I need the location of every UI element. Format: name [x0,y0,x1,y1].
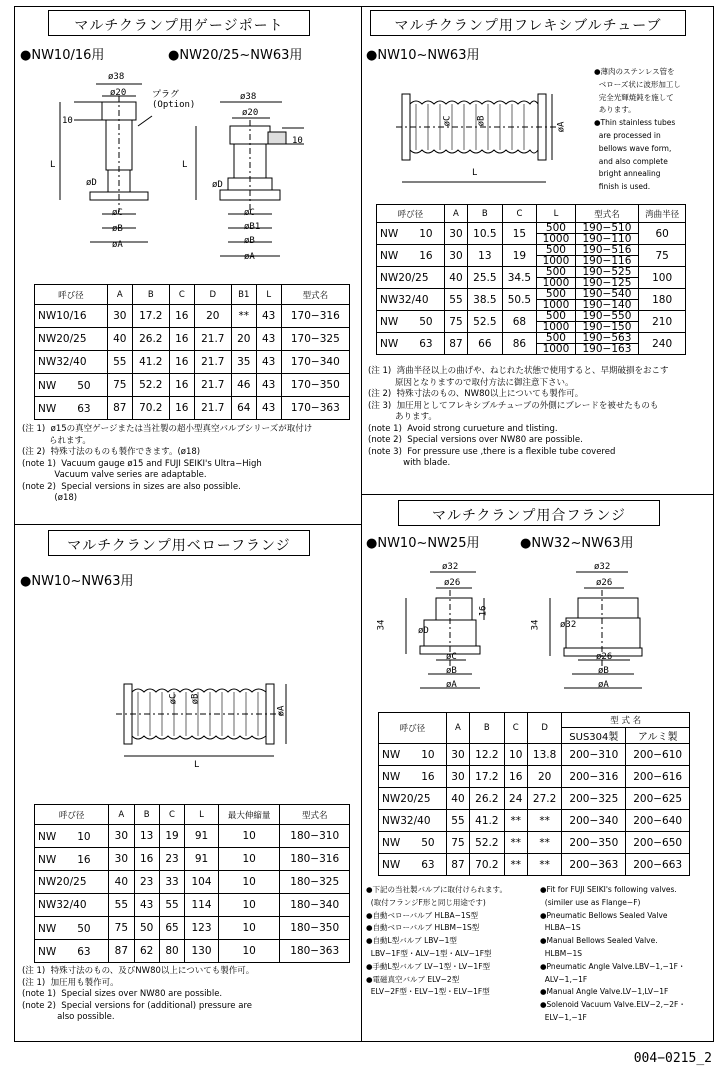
cell: 15 [502,223,537,245]
cell: 43 [256,351,281,374]
dim-C-right: øC [244,208,255,218]
cell: 190−563 [575,333,639,344]
cell: 19 [159,825,184,848]
dim-A-left: øA [112,240,123,250]
table-row [35,397,350,420]
col-l: L [185,805,219,825]
dim-ten-right: 10 [292,136,303,146]
cell: 1000 [537,278,575,289]
cell: 43 [134,894,159,917]
cell: 19 [502,245,537,267]
dim-L-right: L [182,160,188,170]
joint-flange-table [378,712,690,876]
table-row [379,854,690,876]
joint-flange-notes-jp: ●下記の当社製バルブに取付けられます。 (取付フランジF形と同じ用途です) ●自動ベローバルブ HLBA−1S型 ●自動ベローバルブ HLBM−1S型 ●自動L型バルブ LBV−1型 LBV−1F型・ALV−1型・ALV−1F型 ●手動L型バルブ LV−1型・LV−1F型 ●電磁真空バルブ ELV−2型 ELV−2F型・ELV−1型・ELV−1F型 [366,885,507,997]
cell: 104 [185,871,219,894]
cell: 52.2 [132,374,169,397]
flex-tube-sub: ●NW10~NW63用 [366,48,480,63]
col-nominal: 呼び径 [379,713,447,744]
col-d: D [194,285,231,305]
col-nominal: 呼び径 [35,805,109,825]
cell: 87 [446,854,469,876]
dim-D-right: øD [212,180,223,190]
cell: 16 [169,305,194,328]
cell: 62 [134,940,159,963]
cell: 23 [159,848,184,871]
col-model: 型式名 [281,285,349,305]
joint-dim-B-left: øB [446,666,457,676]
cell: 200−325 [562,788,626,810]
cell: 23 [134,871,159,894]
cell: 1000 [537,300,575,311]
cell: 180−310 [280,825,350,848]
gauge-port-title: マルチクランプ用ゲージポート [48,10,310,36]
cell: 27.2 [527,788,562,810]
col-b: B [470,713,505,744]
cell: NW 63 [379,854,447,876]
dim-L-left: L [50,160,56,170]
cell: 240 [639,333,686,355]
cell: 500 [537,223,575,234]
joint-dim-h16: 16 [478,605,489,617]
cell: 200−625 [626,788,690,810]
col-a: A [107,285,132,305]
cell: NW 16 [377,245,445,267]
cell: 70.2 [470,854,505,876]
cell: NW 10 [377,223,445,245]
cell: 38.5 [468,289,503,311]
gauge-port-table [34,284,350,420]
cell: 17.2 [470,766,505,788]
cell: 13 [134,825,159,848]
joint-flange-notes-en: ●Fit for FUJI SEIKI's following valves. (similer use as Flange−F) ●Pneumatic Bellows Sealed Valve HLBA−1S ●Manual Bellows Sealed Valve. HLBM−1S ●Pneumatic Angle Valve.LBV−1,−1F・ ALV−1,−1F ●Manual Angle Valve.LV−1,LV−1F ●Solenoid Vacuum Valve.ELV−2,−2F・ ELV−1,−1F [540,885,686,1022]
cell: 40 [109,871,134,894]
cell: 16 [169,397,194,420]
cell: 190−140 [575,300,639,311]
col-sus304: SUS304製 [562,728,626,744]
document-id: 004−0215_2 [633,1051,712,1066]
col-c: C [504,713,527,744]
cell: 43 [256,374,281,397]
col-nominal: 呼び径 [377,205,445,223]
col-nominal: 呼び径 [35,285,108,305]
bellows-flange-title: マルチクランプ用ベローフランジ [48,530,310,556]
cell: 80 [159,940,184,963]
cell: 10 [218,894,280,917]
cell: 500 [537,267,575,278]
cell: 30 [107,305,132,328]
cell: 190−150 [575,322,639,333]
bellows-dim-A: øA [276,705,287,717]
cell: 500 [537,289,575,300]
joint-dim-h34-left: 34 [376,619,387,631]
cell: NW20/25 [35,328,108,351]
cell: 500 [537,311,575,322]
cell: 16 [504,766,527,788]
cell: ** [527,832,562,854]
flex-tube-table [376,204,686,355]
cell: 87 [444,333,467,355]
cell: ** [231,305,256,328]
cell: 190−125 [575,278,639,289]
cell: 30 [444,245,467,267]
col-model: 型式名 [575,205,639,223]
cell: 170−325 [281,328,349,351]
cell: 46 [231,374,256,397]
col-c: C [502,205,537,223]
cell: 200−310 [562,744,626,766]
cell: 21.7 [194,351,231,374]
cell: 87 [107,397,132,420]
joint-dim-A-right: øA [598,680,609,690]
cell: 10 [218,871,280,894]
cell: 21.7 [194,328,231,351]
cell: NW 50 [379,832,447,854]
cell: 75 [444,311,467,333]
cell: 50 [134,917,159,940]
col-model-group: 型 式 名 [562,713,690,728]
cell: 10.5 [468,223,503,245]
dim-B1-right: øB1 [244,222,261,232]
cell: 180−340 [280,894,350,917]
flex-dim-L: L [472,168,478,178]
cell: 170−363 [281,397,349,420]
cell: 70.2 [132,397,169,420]
col-l: L [537,205,575,223]
table-row [377,267,686,278]
joint-dim-i32: ø32 [560,620,577,630]
cell: ** [527,854,562,876]
cell: 123 [185,917,219,940]
table-row [377,333,686,344]
col-b: B [134,805,159,825]
table-row [377,245,686,256]
cell: ** [527,810,562,832]
cell: 200−650 [626,832,690,854]
cell: 52.5 [468,311,503,333]
cell: 1000 [537,256,575,267]
flex-dim-B: øB [476,115,487,127]
cell: 87 [109,940,134,963]
gauge-port-sub-right: ●NW20/25~NW63用 [168,48,303,63]
cell: 200−363 [562,854,626,876]
table-row [35,305,350,328]
cell: 41.2 [470,810,505,832]
bellows-flange-notes: (注 1) 特殊寸法のもの、及びNW80以上についても製作可。 (注 1) 加圧用も製作可。 (note 1) Special sizes over NW80 are possible. (note 2) Special versions for (additional) pressure are also possible. [22,966,255,1022]
joint-dim-A-left: øA [446,680,457,690]
joint-flange-title: マルチクランプ用合フランジ [398,500,660,526]
joint-dim-D: øD [418,626,429,636]
cell: 12.2 [470,744,505,766]
cell: 13.8 [527,744,562,766]
cell: 86 [502,333,537,355]
table-row [35,328,350,351]
col-b1: B1 [231,285,256,305]
cell: NW32/40 [35,351,108,374]
cell: 13 [468,245,503,267]
col-aluminum: アルミ製 [626,728,690,744]
cell: NW 50 [35,917,109,940]
joint-dim-h34-right: 34 [530,619,541,631]
table-row [377,289,686,300]
cell: NW 10 [379,744,447,766]
dim-B-right: øB [244,236,255,246]
dim-d38-left: ø38 [108,72,125,82]
bellows-flange-table [34,804,350,963]
cell: 190−525 [575,267,639,278]
cell: 26.2 [132,328,169,351]
cell: NW 50 [35,374,108,397]
col-b: B [132,285,169,305]
cell: 200−616 [626,766,690,788]
cell: 170−340 [281,351,349,374]
dim-C-left: øC [112,208,123,218]
dim-d38-right: ø38 [240,92,257,102]
cell: 200−316 [562,766,626,788]
cell: 24 [504,788,527,810]
table-row [35,374,350,397]
cell: 21.7 [194,374,231,397]
cell: 16 [169,351,194,374]
joint-dim-d32-left: ø32 [442,562,459,572]
cell: 75 [109,917,134,940]
cell: 10 [504,744,527,766]
table-row [379,788,690,810]
dim-d20-left: ø20 [110,88,127,98]
cell: 55 [446,810,469,832]
table-row [35,848,350,871]
cell: 30 [446,744,469,766]
cell: 10 [218,940,280,963]
cell: 180 [639,289,686,311]
cell: 500 [537,333,575,344]
cell: 20 [527,766,562,788]
col-l: L [256,285,281,305]
cell: 180−350 [280,917,350,940]
cell: 35 [231,351,256,374]
cell: 60 [639,223,686,245]
flex-dim-A: øA [556,121,567,133]
cell: 52.2 [470,832,505,854]
table-row [379,810,690,832]
cell: NW 16 [35,848,109,871]
cell: 10 [218,825,280,848]
joint-flange-sub-right: ●NW32~NW63用 [520,536,634,551]
col-b: B [468,205,503,223]
col-a: A [109,805,134,825]
cell: 190−516 [575,245,639,256]
flex-tube-drawing [396,84,596,188]
cell: 55 [107,351,132,374]
joint-dim-C: øC [446,652,457,662]
cell: 64 [231,397,256,420]
bellows-dim-B: øB [190,693,201,705]
cell: NW32/40 [377,289,445,311]
cell: 10 [218,848,280,871]
gauge-port-notes: (注 1) ø15の真空ゲージまたは当社製の超小型真空バルブシリーズが取付け られます。 (注 2) 特殊寸法のものも製作できます。(ø18) (note 1) Vacuum gauge ø15 and FUJI SEIKI's Ultra−High Vacuum valve series are adaptable. (note 2) Special versions in sizes are also possible. (ø18) [22,424,313,503]
joint-dim-b26: ø26 [596,652,613,662]
cell: ** [504,854,527,876]
cell: 30 [109,825,134,848]
cell: 130 [185,940,219,963]
cell: 41.2 [132,351,169,374]
joint-dim-d32-right: ø32 [594,562,611,572]
cell: 200−610 [626,744,690,766]
cell: 190−163 [575,344,639,355]
bellows-flange-drawing [110,670,310,782]
cell: 16 [169,328,194,351]
joint-dim-d26-right: ø26 [596,578,613,588]
cell: 200−350 [562,832,626,854]
cell: 43 [256,328,281,351]
cell: 16 [134,848,159,871]
joint-dim-d26-left: ø26 [444,578,461,588]
col-model: 型式名 [280,805,350,825]
cell: 200−663 [626,854,690,876]
cell: NW32/40 [379,810,447,832]
cell: 190−110 [575,234,639,245]
col-c: C [169,285,194,305]
cell: 30 [109,848,134,871]
cell: 20 [231,328,256,351]
cell: 55 [444,289,467,311]
cell: 17.2 [132,305,169,328]
cell: NW20/25 [35,871,109,894]
dim-B-left: øB [112,224,123,234]
col-bend-radius: 湾曲半径 [639,205,686,223]
cell: 100 [639,267,686,289]
cell: NW 10 [35,825,109,848]
cell: 200−640 [626,810,690,832]
table-row [379,744,690,766]
table-row [377,311,686,322]
cell: 40 [107,328,132,351]
dim-D-left: øD [86,178,97,188]
cell: 114 [185,894,219,917]
bellows-dim-L: L [194,760,200,770]
cell: 91 [185,848,219,871]
cell: 1000 [537,234,575,245]
joint-dim-B-right: øB [598,666,609,676]
cell: 20 [194,305,231,328]
col-a: A [446,713,469,744]
cell: 66 [468,333,503,355]
dim-ten-left: 10 [62,116,73,126]
cell: ** [504,810,527,832]
table-row [377,223,686,234]
flex-tube-notes: (注 1) 湾曲半径以上の曲げや、ねじれた状態で使用すると、早期破損をおこす 原因となりますので取付方法に御注意下さい。 (注 2) 特殊寸法のもの、NW80以上についても製作可。 (注 3) 加圧用としてフレキシブルチューブの外側にブレードを被せたものも あります。 (note 1) Avoid strong curueture and tlisting. (note 2) Special versions over NW80 are possible. (note 3) For pressure use ,there is a flexible tube covered with blade. [368,366,669,468]
cell: 16 [169,374,194,397]
table-row [35,917,350,940]
cell: 210 [639,311,686,333]
cell: 33 [159,871,184,894]
cell: 500 [537,245,575,256]
left-section-divider [14,524,362,525]
cell: 180−363 [280,940,350,963]
cell: 25.5 [468,267,503,289]
flex-tube-title: マルチクランプ用フレキシブルチューブ [370,10,686,36]
table-row [379,766,690,788]
table-row [379,832,690,854]
table-row [35,894,350,917]
cell: 75 [107,374,132,397]
cell: 21.7 [194,397,231,420]
cell: 10 [218,917,280,940]
dim-d20-right: ø20 [242,108,259,118]
cell: NW 63 [35,397,108,420]
cell: 91 [185,825,219,848]
gauge-port-sub-left: ●NW10/16用 [20,48,105,63]
cell: 1000 [537,344,575,355]
cell: NW 63 [377,333,445,355]
cell: NW 63 [35,940,109,963]
table-row [35,871,350,894]
cell: 43 [256,305,281,328]
cell: 170−316 [281,305,349,328]
cell: 170−350 [281,374,349,397]
flex-dim-C: øC [442,115,453,127]
cell: 40 [444,267,467,289]
cell: 30 [446,766,469,788]
cell: 55 [159,894,184,917]
cell: 190−540 [575,289,639,300]
cell: NW 16 [379,766,447,788]
cell: NW20/25 [379,788,447,810]
col-max-stroke: 最大伸縮量 [218,805,280,825]
table-row [35,825,350,848]
joint-flange-sub-left: ●NW10~NW25用 [366,536,480,551]
right-section-divider [362,494,714,495]
plug-option-label: プラグ (Option) [152,90,196,110]
cell: 180−325 [280,871,350,894]
bellows-flange-sub: ●NW10~NW63用 [20,574,134,589]
dim-A-right: øA [244,252,255,262]
cell: NW20/25 [377,267,445,289]
cell: 1000 [537,322,575,333]
cell: ** [504,832,527,854]
table-row [35,940,350,963]
col-a: A [444,205,467,223]
col-c: C [159,805,184,825]
cell: NW10/16 [35,305,108,328]
cell: 65 [159,917,184,940]
cell: 200−340 [562,810,626,832]
flex-tube-description: ●薄肉のステンレス管を ベローズ状に波形加工し 完全光輝焼鈍を施して あります。 ●Thin stainless tubes are processed in bellows wave form, and also complete bright annealing finish is used. [594,67,681,192]
cell: 40 [446,788,469,810]
cell: 43 [256,397,281,420]
cell: 26.2 [470,788,505,810]
cell: NW 50 [377,311,445,333]
cell: 190−510 [575,223,639,234]
cell: 50.5 [502,289,537,311]
cell: 190−116 [575,256,639,267]
cell: NW32/40 [35,894,109,917]
cell: 55 [109,894,134,917]
table-row [35,351,350,374]
cell: 34.5 [502,267,537,289]
bellows-dim-C: øC [168,693,179,705]
cell: 30 [444,223,467,245]
cell: 180−316 [280,848,350,871]
cell: 75 [446,832,469,854]
col-d: D [527,713,562,744]
cell: 190−550 [575,311,639,322]
cell: 68 [502,311,537,333]
cell: 75 [639,245,686,267]
